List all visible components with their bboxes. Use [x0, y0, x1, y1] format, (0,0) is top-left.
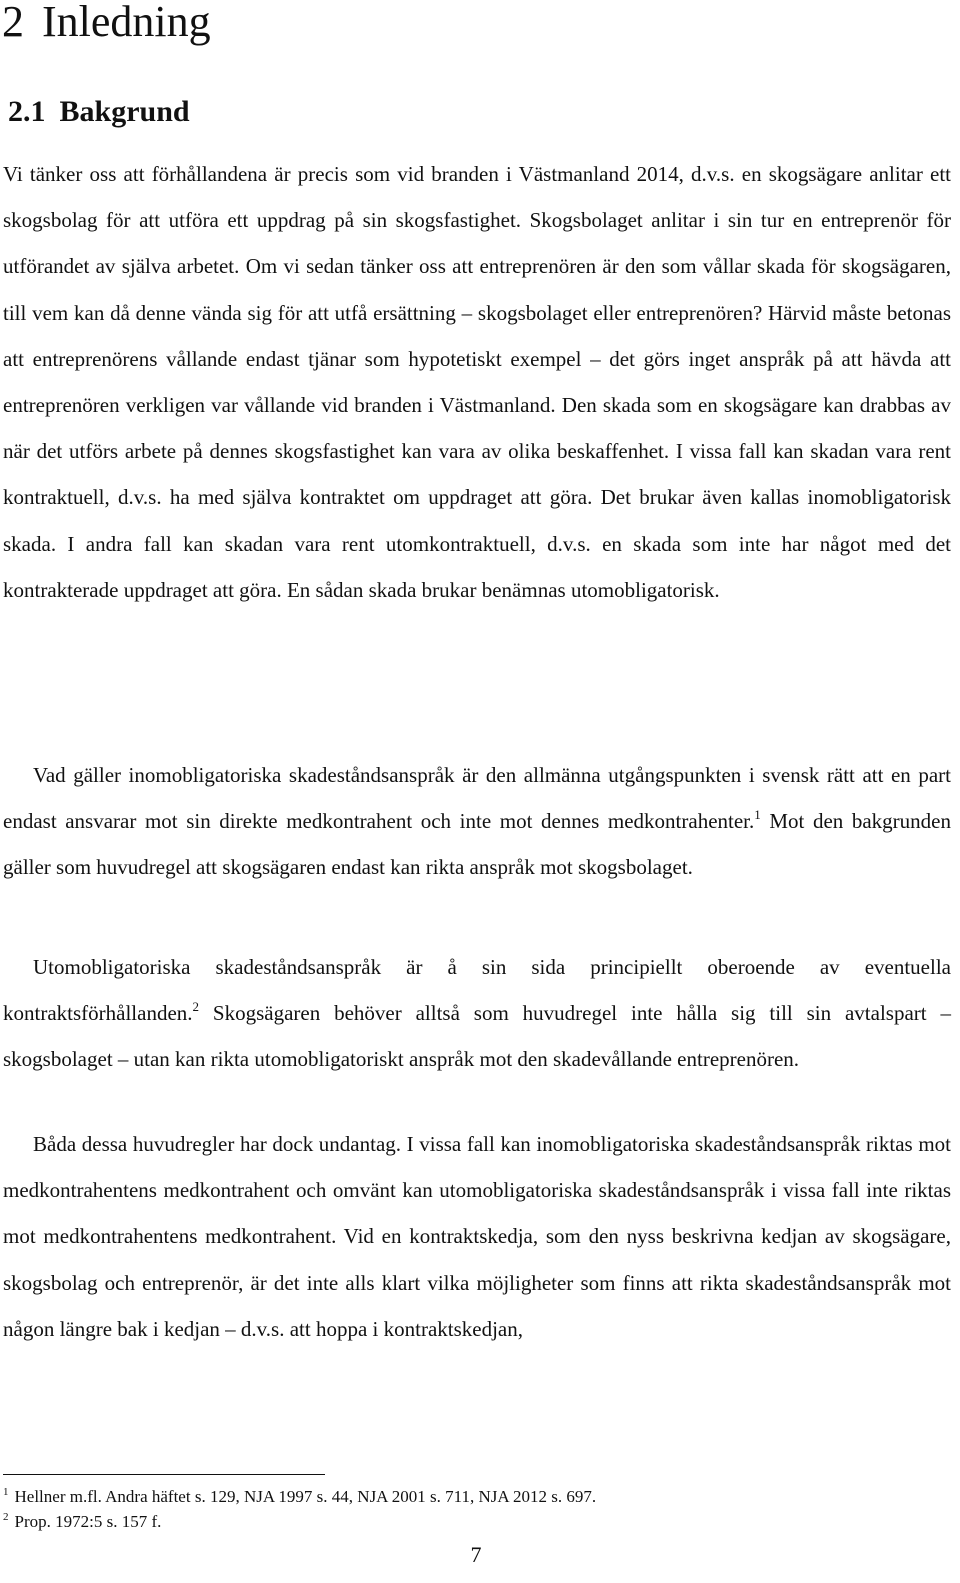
body-paragraph	[3, 944, 951, 1083]
footnotes	[3, 1484, 943, 1534]
chapter-title: Inledning	[42, 0, 211, 46]
paragraph-text: Vad gäller inomobligatoriska skadeståndsanspråk är den allmänna utgångspunkten i svensk rätt att en part endast ansvarar mot sin direkte medkontrahent och inte mot dennes medkontrahenter.	[3, 763, 951, 834]
chapter-number: 2	[2, 0, 24, 46]
footnote-number: 1	[3, 1486, 9, 1498]
paragraph-text: Skogsägaren behöver alltså som huvudregel inte hålla sig till sin avtalspart – skogsbolaget – utan kan rikta utomobligatoriskt anspråk mot den skadevållande entreprenören.	[3, 1001, 951, 1072]
paragraph-text: Utomobligatoriska skadeståndsanspråk är å sin sida principiellt oberoende av eventuella kontraktsförhållanden.	[3, 955, 951, 1026]
body-paragraph: Båda dessa huvudregler har dock undantag. I vissa fall kan inomobligatoriska skadeståndsanspråk riktas mot medkontrahentens medkontrahent och omvänt kan utomobligatoriska skadeståndsanspråk i vissa fall inte riktas mot medkontrahentens medkontrahent. Vid en kontraktskedja, som den nyss beskrivna kedjan av skogsägare, skogsbolag och entreprenör, är det inte alls klart vilka möjligheter som finns att rikta skadeståndsanspråk mot någon längre bak i kedjan – d.v.s. att hoppa i kontraktskedjan,	[3, 1132, 951, 1341]
chapter-heading	[2, 0, 211, 50]
paragraph-text: Mot den bakgrunden gäller som huvudregel att skogsägaren endast kan rikta anspråk mot skogsbolaget.	[3, 809, 951, 880]
footnote	[3, 1509, 943, 1534]
footnote-divider	[3, 1474, 325, 1475]
body-paragraph	[3, 752, 951, 891]
section-title: Bakgrund	[59, 95, 190, 128]
page-number: 7	[470, 1542, 482, 1567]
section-heading	[8, 92, 190, 132]
footnote-text: Prop. 1972:5 s. 157 f.	[14, 1512, 162, 1531]
footnote-reference: 1	[754, 807, 761, 823]
body-paragraph: Vi tänker oss att förhållandena är precis som vid branden i Västmanland 2014, d.v.s. en skogsägare anlitar ett skogsbolag för att utföra ett uppdrag på sin skogsfastighet. Skogsbolaget anlitar i sin tur en entreprenör för utförandet av själva arbetet. Om vi sedan tänker oss att entreprenören är den som vållar skada för skogsägaren, till vem kan då denne vända sig för att utfå ersättning – skogsbolaget eller entreprenören? Härvid måste betonas att entreprenörens vållande endast tjänar som hypotetiskt exempel – det görs inget anspråk på att hävda att entreprenören verkligen var vållande vid branden i Västmanland. Den skada som en skogsägare kan drabbas av när det utförs arbete på dennes skogsfastighet kan vara av olika beskaffenhet. I vissa fall kan skadan vara rent kontraktuell, d.v.s. ha med själva kontraktet om uppdraget att göra. Det brukar även kallas inomobligatorisk skada. I andra fall kan skadan vara rent utomkontraktuell, d.v.s. en skada som inte har något med det kontrakterade uppdraget att göra. En sådan skada brukar benämnas utomobligatorisk.	[3, 162, 951, 602]
footnote	[3, 1484, 943, 1509]
footnote-reference: 2	[192, 999, 200, 1015]
section-number: 2.1	[8, 95, 46, 128]
footnote-text: Hellner m.fl. Andra häftet s. 129, NJA 1997 s. 44, NJA 2001 s. 711, NJA 2012 s. 697.	[14, 1487, 597, 1506]
footnote-number: 2	[3, 1511, 9, 1523]
